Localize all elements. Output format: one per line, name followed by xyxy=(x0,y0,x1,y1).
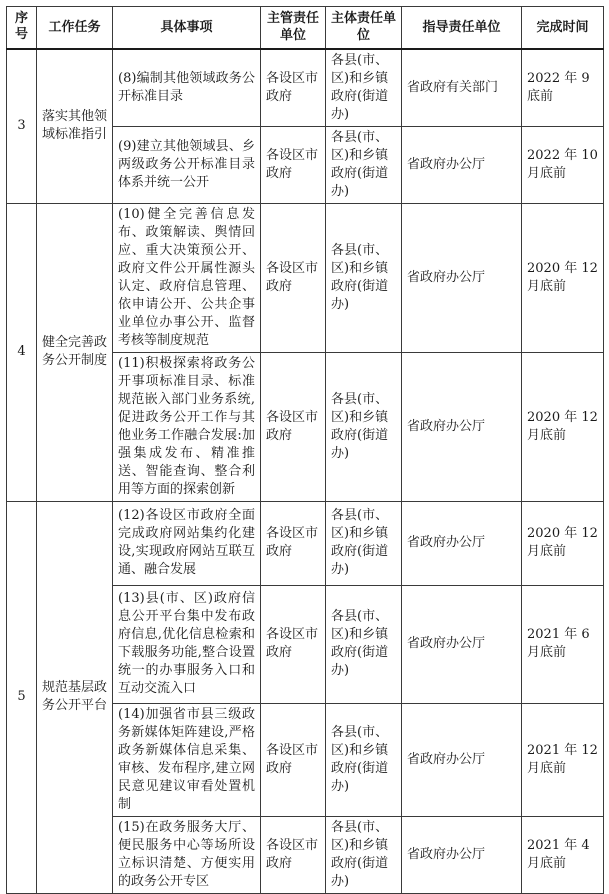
row-main-resp: 各县(市、区)和乡镇政府(街道办) xyxy=(326,49,402,127)
row-time: 2020 年 12 月底前 xyxy=(522,203,604,352)
row-supervisor: 各设区市政府 xyxy=(261,49,326,127)
row-time: 2021 年 6 月底前 xyxy=(522,585,604,703)
row-supervisor: 各设区市政府 xyxy=(261,585,326,703)
table-row xyxy=(7,203,604,352)
row-guide: 省政府办公厅 xyxy=(402,585,522,703)
row-main-resp: 各县(市、区)和乡镇政府(街道办) xyxy=(326,352,402,501)
row-main-resp: 各县(市、区)和乡镇政府(街道办) xyxy=(326,126,402,203)
task-table xyxy=(6,6,604,894)
table-row xyxy=(7,501,604,585)
row-supervisor: 各设区市政府 xyxy=(261,703,326,816)
row-guide: 省政府有关部门 xyxy=(402,49,522,127)
row-supervisor: 各设区市政府 xyxy=(261,352,326,501)
row-time: 2022 年 10 月底前 xyxy=(522,126,604,203)
row-guide: 省政府办公厅 xyxy=(402,816,522,893)
group-task: 健全完善政务公开制度 xyxy=(37,203,113,501)
row-detail: (9)建立其他领域县、乡两级政务公开标准目录体系并统一公开 xyxy=(113,126,261,203)
row-detail: (11)积极探索将政务公开事项标准目录、标准规范嵌入部门业务系统,促进政务公开工作与其他业务工作融合发展:加强集成发布、精准推送、智能查询、整合利用等方面的探索创新 xyxy=(113,352,261,501)
row-guide: 省政府办公厅 xyxy=(402,501,522,585)
row-supervisor: 各设区市政府 xyxy=(261,501,326,585)
row-main-resp: 各县(市、区)和乡镇政府(街道办) xyxy=(326,816,402,893)
header-task: 工作任务 xyxy=(37,7,113,49)
row-guide: 省政府办公厅 xyxy=(402,126,522,203)
row-supervisor: 各设区市政府 xyxy=(261,203,326,352)
group-seq: 4 xyxy=(7,203,37,501)
header-main-resp: 主体责任单位 xyxy=(326,7,402,49)
header-row xyxy=(7,7,604,49)
row-guide: 省政府办公厅 xyxy=(402,703,522,816)
row-time: 2020 年 12 月底前 xyxy=(522,501,604,585)
row-main-resp: 各县(市、区)和乡镇政府(街道办) xyxy=(326,501,402,585)
header-seq: 序号 xyxy=(7,7,37,49)
row-supervisor: 各设区市政府 xyxy=(261,816,326,893)
group-task: 规范基层政务公开平台 xyxy=(37,501,113,893)
table-header xyxy=(7,7,604,49)
header-detail: 具体事项 xyxy=(113,7,261,49)
row-detail: (14)加强省市县三级政务新媒体矩阵建设,严格政务新媒体信息采集、审核、发布程序,建立网民意见建议审看处置机制 xyxy=(113,703,261,816)
row-detail: (10)健全完善信息发布、政策解读、舆情回应、重大决策预公开、政府文件公开属性源头认定、政府信息管理、依申请公开、公共企事业单位办事公开、监督考核等制度规范 xyxy=(113,203,261,352)
group-seq: 3 xyxy=(7,49,37,204)
row-detail: (15)在政务服务大厅、便民服务中心等场所设立标识清楚、方便实用的政务公开专区 xyxy=(113,816,261,893)
header-time: 完成时间 xyxy=(522,7,604,49)
row-detail: (12)各设区市政府全面完成政府网站集约化建设,实现政府网站互联互通、融合发展 xyxy=(113,501,261,585)
row-time: 2021 年 12 月底前 xyxy=(522,703,604,816)
row-guide: 省政府办公厅 xyxy=(402,352,522,501)
row-detail: (13)县(市、区)政府信息公开平台集中发布政府信息,优化信息检索和下载服务功能,整合设置统一的办事服务入口和互动交流入口 xyxy=(113,585,261,703)
row-guide: 省政府办公厅 xyxy=(402,203,522,352)
header-supervisor: 主管责任单位 xyxy=(261,7,326,49)
row-main-resp: 各县(市、区)和乡镇政府(街道办) xyxy=(326,703,402,816)
row-time: 2021 年 4 月底前 xyxy=(522,816,604,893)
row-main-resp: 各县(市、区)和乡镇政府(街道办) xyxy=(326,585,402,703)
table-row xyxy=(7,49,604,127)
group-seq: 5 xyxy=(7,501,37,893)
row-main-resp: 各县(市、区)和乡镇政府(街道办) xyxy=(326,203,402,352)
group-task: 落实其他领域标准指引 xyxy=(37,49,113,204)
row-detail: (8)编制其他领域政务公开标准目录 xyxy=(113,49,261,127)
row-time: 2020 年 12 月底前 xyxy=(522,352,604,501)
row-time: 2022 年 9 底前 xyxy=(522,49,604,127)
header-guide: 指导责任单位 xyxy=(402,7,522,49)
table-body xyxy=(7,49,604,894)
row-supervisor: 各设区市政府 xyxy=(261,126,326,203)
